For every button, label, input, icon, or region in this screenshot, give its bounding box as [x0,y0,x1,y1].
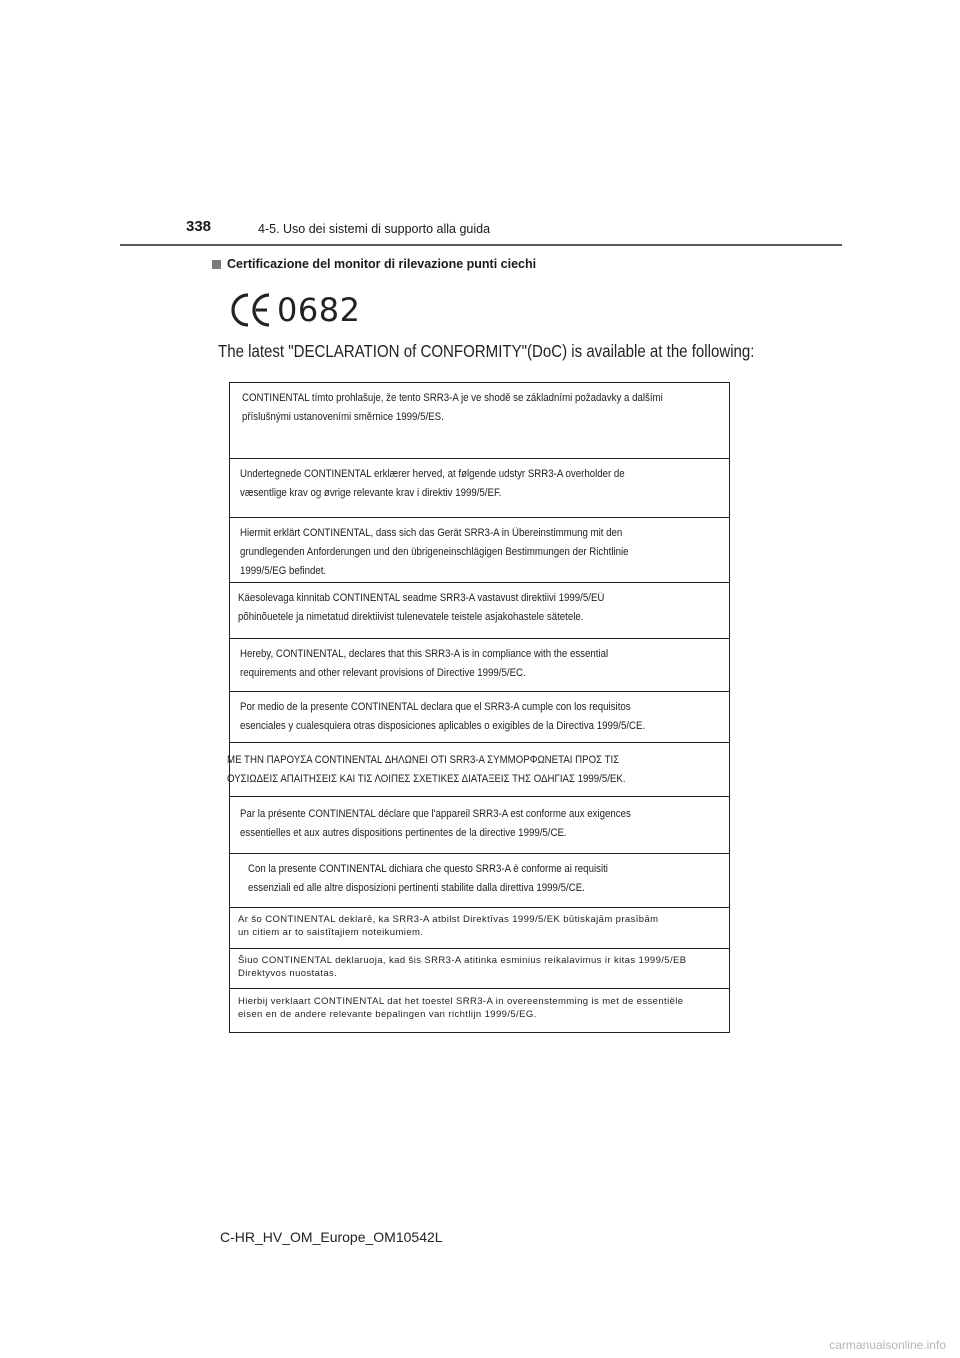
declaration-line: Käesolevaga kinnitab CONTINENTAL seadme SRR3-A vastavust direktiivi 1999/5/EÜ [238,592,605,604]
header-divider [120,244,842,246]
declaration-text [238,954,687,980]
declaration-row [230,382,729,423]
declaration-text [240,465,625,503]
declaration-line: Por medio de la presente CONTINENTAL declara que el SRR3-A cumple con los requisitos [240,701,631,713]
declaration-text [242,389,663,427]
declaration-line: CONTINENTAL tímto prohlašuje, že tento SRR3-A je ve shodě se základními požadavky a dalšími [242,392,663,404]
page-number: 338 [186,218,212,235]
declaration-line: væsentlige krav og øvrige relevante krav i direktiv 1999/5/EF. [240,487,502,499]
declaration-line: requirements and other relevant provisions of Directive 1999/5/EC. [240,667,526,679]
declaration-row [230,796,729,839]
declaration-line: Undertegnede CONTINENTAL erklærer herved, at følgende udstyr SRR3-A overholder de [240,468,625,480]
declaration-line: Ar šo CONTINENTAL deklarē, ka SRR3-A atbilst Direktīvas 1999/5/EK būtiskajām prasībām [238,914,659,925]
ce-mark [229,290,360,330]
declaration-row [230,853,729,894]
watermark: carmanualsonline.info [829,1338,946,1352]
declaration-line: ΜΕ ΤΗΝ ΠΑΡΟΥΣΑ CONTINENTAL ΔΗΛΩΝΕΙ ΟΤΙ SRR3-A ΣΥΜΜΟΡΦΩΝΕΤΑΙ ΠΡΟΣ ΤΙΣ [227,754,620,766]
declaration-row [230,948,729,979]
declaration-text [240,805,631,843]
declaration-line: essenziali ed alle altre disposizioni pertinenti stabilite dalla direttiva 1999/5/CE. [248,882,585,894]
table-bottom-rule [230,1032,729,1033]
declaration-line: Šiuo CONTINENTAL deklaruoja, kad šis SRR3-A atitinka esminius reikalavimus ir kitas 1999/5/EB [238,955,687,966]
section-title: 4-5. Uso dei sistemi di supporto alla guida [258,222,491,236]
declaration-line: Con la presente CONTINENTAL dichiara che questo SRR3-A è conforme ai requisiti [248,863,608,875]
declaration-line: příslušnými ustanoveními směrnice 1999/5/ES. [242,411,444,423]
declaration-line: grundlegenden Anforderungen und den übrigeneinschlägigen Bestimmungen der Richtlinie [240,546,629,558]
declaration-row [230,988,729,1020]
declarations-table [229,382,730,1033]
declaration-text [248,860,608,898]
declaration-line: Hierbij verklaart CONTINENTAL dat het toestel SRR3-A in overeenstemming is met de essentiële [238,996,684,1007]
declaration-row [230,517,729,577]
declaration-line: Direktyvos nuostatas. [238,968,338,979]
declaration-text [240,698,645,736]
declaration-line: põhinõuetele ja nimetatud direktiivist tulenevatele teistele asjakohastele sätetele. [238,611,584,623]
subheading-text: Certificazione del monitor di rilevazione punti ciechi [227,257,537,271]
declaration-line: essentielles et aux autres dispositions pertinentes de la directive 1999/5/CE. [240,827,567,839]
declaration-text [227,751,626,789]
ce-logo-icon [229,291,273,329]
notified-body-number: 0682 [277,291,361,329]
declaration-row [230,907,729,938]
declaration-text [240,524,629,581]
doc-statement: The latest "DECLARATION of CONFORMITY"(DoC) is available at the following: [218,341,755,361]
declaration-line: un citiem ar to saistītajiem noteikumiem. [238,927,424,938]
declaration-line: Par la présente CONTINENTAL déclare que l'appareil SRR3-A est conforme aux exigences [240,808,631,820]
declaration-line: Hiermit erklärt CONTINENTAL, dass sich das Gerät SRR3-A in Übereinstimmung mit den [240,527,623,539]
declaration-line: 1999/5/EG befindet. [240,565,327,577]
declaration-line: esenciales y cualesquiera otras disposiciones aplicables o exigibles de la Directiva 1999/5/CE. [240,720,646,732]
square-bullet-icon [212,260,221,269]
declaration-text [238,589,604,627]
declaration-row [227,742,729,785]
declaration-line: ΟΥΣΙΩΔΕΙΣ ΑΠΑΙΤΗΣΕΙΣ ΚΑΙ ΤΙΣ ΛΟΙΠΕΣ ΣΧΕΤΙΚΕΣ ΔΙΑΤΑΞΕΙΣ ΤΗΣ ΟΔΗΓΙΑΣ 1999/5/ΕΚ. [227,773,626,785]
declaration-text [240,645,608,683]
declaration-row [230,638,729,679]
declaration-text [238,995,683,1021]
subheading [212,257,536,271]
declaration-row [230,458,729,499]
document-code: C-HR_HV_OM_Europe_OM10542L [220,1229,443,1245]
declaration-text [238,913,658,939]
declaration-row [230,691,729,732]
declaration-line: Hereby, CONTINENTAL, declares that this SRR3-A is in compliance with the essential [240,648,609,660]
declaration-line: eisen en de andere relevante bepalingen van richtlijn 1999/5/EG. [238,1009,537,1020]
declaration-row [230,582,729,623]
